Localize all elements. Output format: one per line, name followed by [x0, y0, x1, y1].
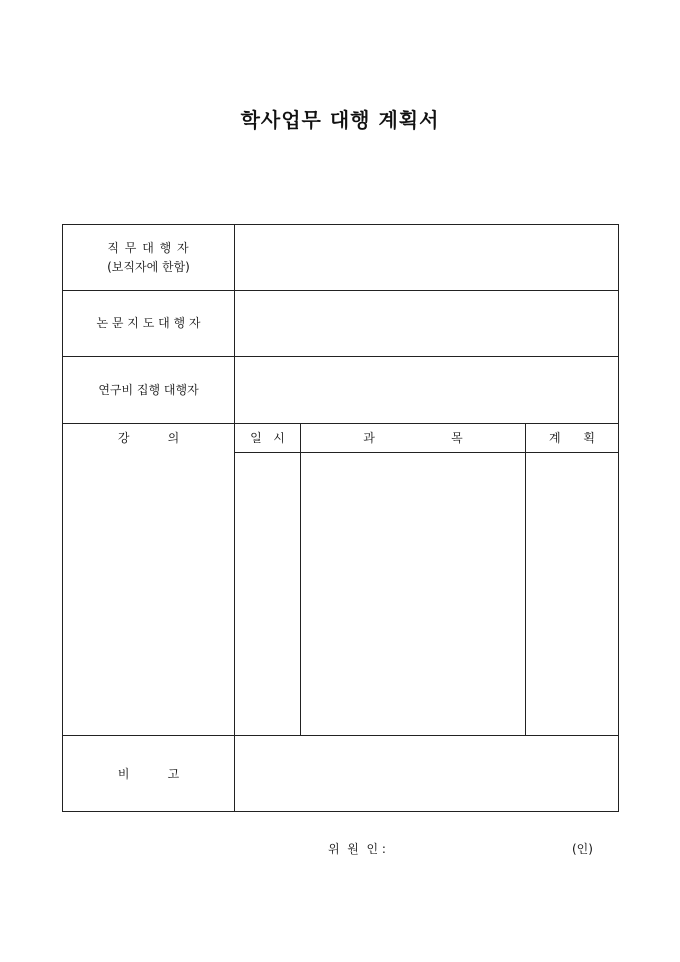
lecture-label: 강 의: [117, 431, 180, 445]
lecture-plan-field[interactable]: [526, 453, 618, 735]
duty-substitute-label: 직 무 대 행 자: [107, 241, 190, 255]
lecture-datetime-header: 일 시: [250, 431, 285, 445]
lecture-subject-field[interactable]: [301, 453, 525, 735]
lecture-subject-header: 과 목: [363, 431, 463, 445]
document-title: 학사업무 대행 계획서: [240, 108, 440, 132]
plan-form: [62, 224, 619, 812]
signature-label: 위 원 인 :: [328, 842, 386, 856]
thesis-substitute-field[interactable]: [235, 291, 618, 356]
research-substitute-field[interactable]: [235, 357, 618, 423]
lecture-plan-header: 계 획: [548, 431, 596, 445]
row-divider: [63, 423, 618, 424]
thesis-substitute-label: 논 문 지 도 대 행 자: [96, 316, 201, 330]
seal-mark: (인): [572, 842, 593, 856]
research-substitute-label: 연구비 집행 대행자: [98, 383, 199, 397]
duty-substitute-field[interactable]: [235, 225, 618, 290]
remarks-field[interactable]: [235, 736, 618, 811]
lecture-datetime-field[interactable]: [235, 453, 300, 735]
duty-substitute-sublabel: (보직자에 한함): [107, 260, 190, 274]
signature-field[interactable]: [410, 840, 560, 856]
remarks-label: 비 고: [117, 767, 180, 781]
